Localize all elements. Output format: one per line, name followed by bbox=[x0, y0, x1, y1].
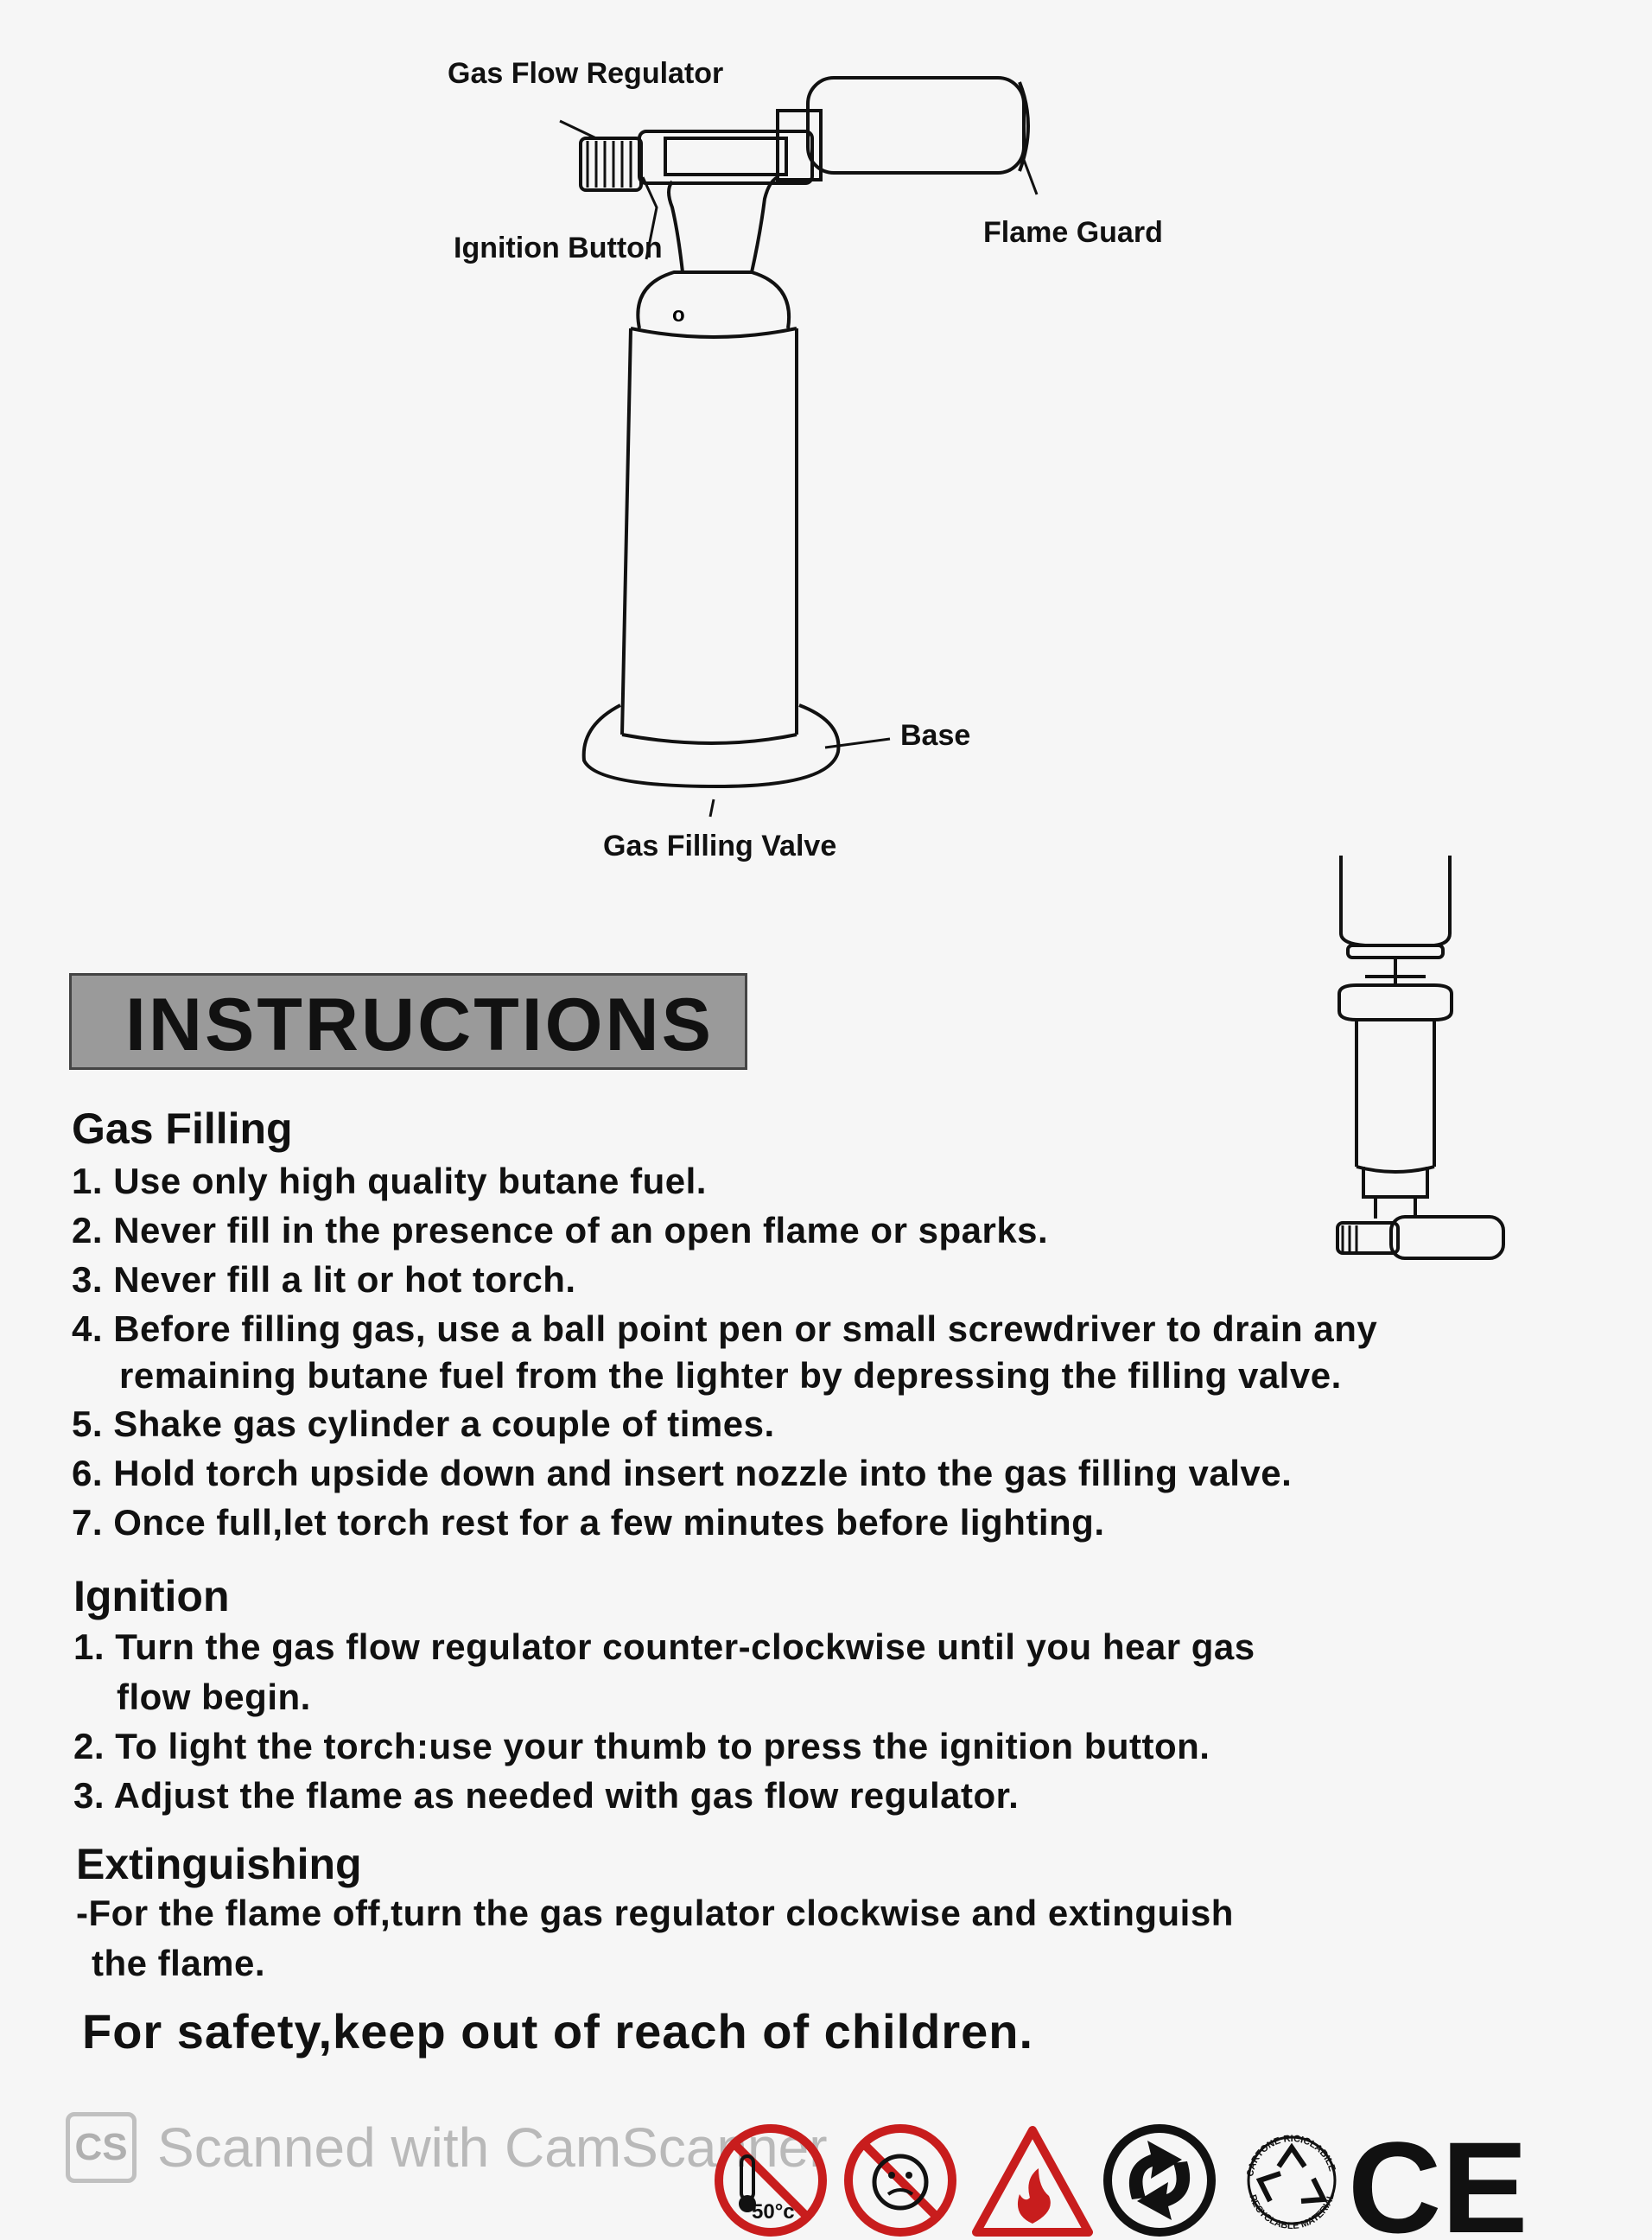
camscanner-logo-icon: CS bbox=[66, 2112, 137, 2183]
instructions-title: INSTRUCTIONS bbox=[125, 983, 714, 1066]
recyclable-bottom-text: RECYCLABLE MATERIAL bbox=[1247, 2192, 1337, 2232]
torch-marking: o bbox=[672, 303, 685, 327]
safety-warning: For safety,keep out of reach of children. bbox=[82, 2004, 1034, 2059]
flame-guard-label: Flame Guard bbox=[983, 216, 1163, 249]
gas-filling-step: 1. Use only high quality butane fuel. bbox=[72, 1161, 707, 1201]
torch-diagram bbox=[0, 0, 1652, 881]
watermark-text: Scanned with CamScanner bbox=[157, 2116, 828, 2179]
svg-text:CARTONE RICICLABILE bbox=[1245, 2134, 1337, 2178]
extinguishing-step-continued: the flame. bbox=[92, 1943, 266, 1983]
ignition-button-label: Ignition Button bbox=[454, 232, 663, 264]
green-dot-icon bbox=[1108, 2129, 1211, 2232]
regulator-knob-ridges bbox=[588, 141, 631, 188]
gas-filling-heading: Gas Filling bbox=[72, 1104, 293, 1153]
gas-filling-step: 3. Never fill a lit or hot torch. bbox=[72, 1259, 576, 1300]
torch-body bbox=[581, 78, 1028, 786]
keep-away-from-children-icon bbox=[848, 2129, 952, 2232]
ignition-step: 2. To light the torch:use your thumb to press the ignition button. bbox=[73, 1726, 1210, 1766]
instructions-banner bbox=[69, 973, 747, 1070]
ce-mark-icon: CE bbox=[1348, 2122, 1528, 2238]
ignition-step: 1. Turn the gas flow regulator counter-clockwise until you hear gas bbox=[73, 1626, 1255, 1667]
extinguishing-heading: Extinguishing bbox=[76, 1840, 362, 1888]
gas-filling-step: 2. Never fill in the presence of an open flame or sparks. bbox=[72, 1210, 1049, 1250]
safety-icons-strip bbox=[708, 2122, 1581, 2238]
recyclable-top-text: CARTONE RICICLABILE bbox=[1245, 2133, 1337, 2178]
temperature-warning-text: 50°c bbox=[752, 2200, 795, 2224]
gas-filling-step: 4. Before filling gas, use a ball point pen or small screwdriver to drain any bbox=[72, 1308, 1378, 1349]
temperature-warning-icon bbox=[719, 2129, 823, 2232]
refill-diagram bbox=[1313, 856, 1538, 1288]
gas-filling-step: 5. Shake gas cylinder a couple of times. bbox=[72, 1403, 775, 1444]
base-label: Base bbox=[900, 719, 971, 752]
flammable-warning-icon bbox=[976, 2130, 1089, 2232]
recyclable-icon bbox=[1245, 2134, 1337, 2231]
ignition-heading: Ignition bbox=[73, 1572, 230, 1620]
gas-filling-step: 6. Hold torch upside down and insert nozzle into the gas filling valve. bbox=[72, 1453, 1293, 1493]
ignition-step-continued: flow begin. bbox=[117, 1677, 311, 1717]
gas-filling-valve-label: Gas Filling Valve bbox=[603, 830, 837, 862]
extinguishing-step: -For the flame off,turn the gas regulator clockwise and extinguish bbox=[76, 1893, 1234, 1933]
gas-filling-step: 7. Once full,let torch rest for a few minutes before lighting. bbox=[72, 1502, 1105, 1543]
gas-flow-regulator-label: Gas Flow Regulator bbox=[448, 57, 724, 90]
gas-filling-step-continued: remaining butane fuel from the lighter by depressing the filling valve. bbox=[119, 1355, 1342, 1396]
ignition-step: 3. Adjust the flame as needed with gas flow regulator. bbox=[73, 1775, 1020, 1816]
